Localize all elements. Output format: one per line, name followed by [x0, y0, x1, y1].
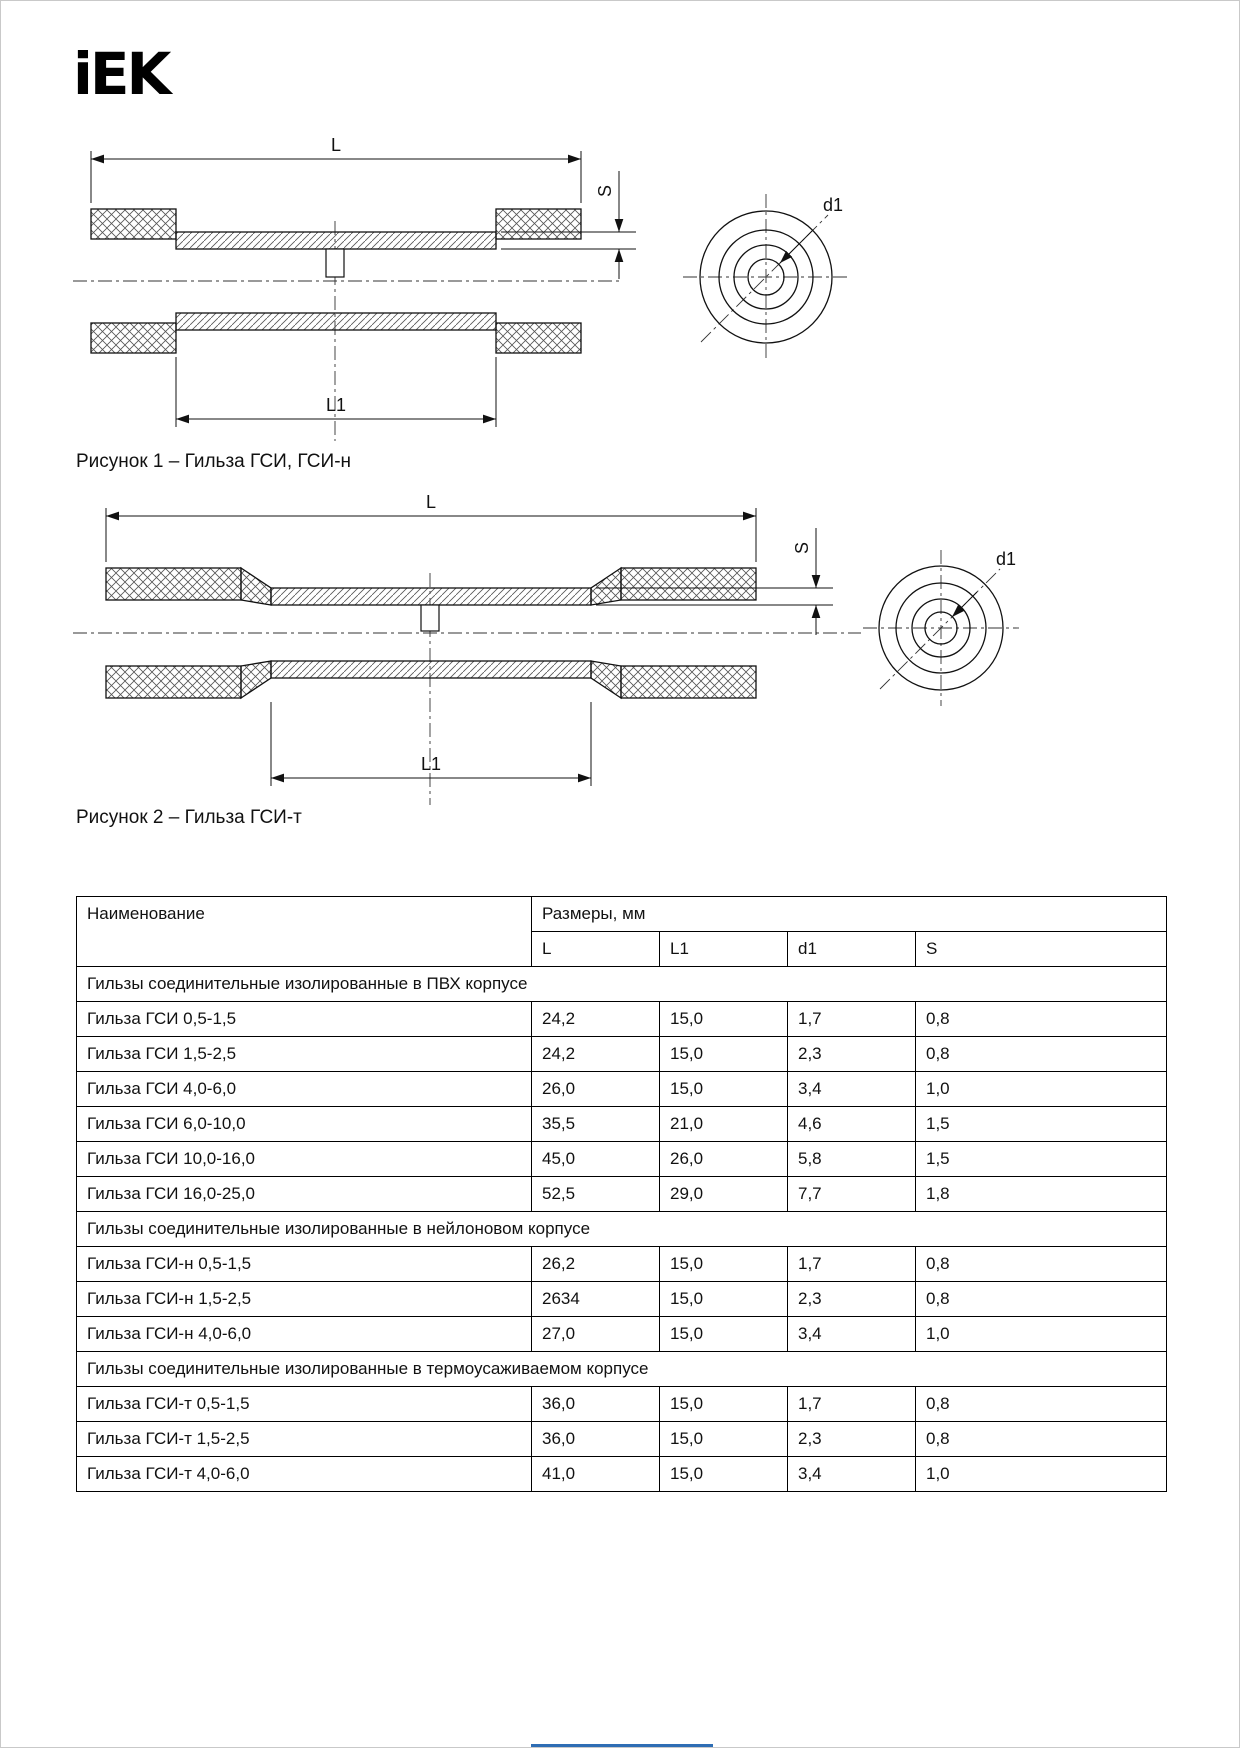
- cell-value: 26,0: [660, 1142, 788, 1177]
- cell-value: 24,2: [532, 1037, 660, 1072]
- cell-value: 36,0: [532, 1422, 660, 1457]
- cell-value: 0,8: [916, 1002, 1167, 1037]
- table-row: [77, 1422, 1167, 1457]
- table-row: [77, 1142, 1167, 1177]
- cell-value: 3,4: [788, 1457, 916, 1492]
- cell-value: 41,0: [532, 1457, 660, 1492]
- cell-value: 0,8: [916, 1037, 1167, 1072]
- fig1-dim-label-L: L: [330, 135, 342, 155]
- cell-value: 0,8: [916, 1387, 1167, 1422]
- cell-value: 2,3: [788, 1037, 916, 1072]
- cell-value: 7,7: [788, 1177, 916, 1212]
- cell-name: Гильза ГСИ 10,0-16,0: [77, 1142, 532, 1177]
- fig2-dim-label-L: L: [425, 492, 437, 512]
- table-row: [77, 1177, 1167, 1212]
- col-header-L: L: [532, 932, 660, 967]
- cell-value: 0,8: [916, 1422, 1167, 1457]
- table-row: [77, 1282, 1167, 1317]
- table-row: [77, 1107, 1167, 1142]
- cell-value: 15,0: [660, 1317, 788, 1352]
- cell-name: Гильза ГСИ-т 4,0-6,0: [77, 1457, 532, 1492]
- fig2-dim-label-L1: L1: [420, 754, 442, 774]
- table-row: [77, 1002, 1167, 1037]
- cell-value: 1,7: [788, 1002, 916, 1037]
- footer-accent-bar: [531, 1744, 713, 1748]
- cell-value: 15,0: [660, 1002, 788, 1037]
- cell-value: 0,8: [916, 1282, 1167, 1317]
- cell-value: 15,0: [660, 1422, 788, 1457]
- cell-value: 26,2: [532, 1247, 660, 1282]
- cell-value: 1,7: [788, 1387, 916, 1422]
- col-header-L1: L1: [660, 932, 788, 967]
- cell-value: 35,5: [532, 1107, 660, 1142]
- cell-value: 3,4: [788, 1317, 916, 1352]
- table-body: [77, 967, 1167, 1492]
- section-title: Гильзы соединительные изолированные в нейлоновом корпусе: [77, 1212, 1167, 1247]
- fig2-side-view: [73, 492, 861, 805]
- cell-value: 36,0: [532, 1387, 660, 1422]
- cell-name: Гильза ГСИ-н 1,5-2,5: [77, 1282, 532, 1317]
- cell-value: 29,0: [660, 1177, 788, 1212]
- table-row: [77, 1072, 1167, 1107]
- cell-value: 15,0: [660, 1457, 788, 1492]
- fig1-dim-label-d1: d1: [823, 195, 844, 215]
- cell-value: 5,8: [788, 1142, 916, 1177]
- cell-value: 1,5: [916, 1142, 1167, 1177]
- cell-name: Гильза ГСИ-н 4,0-6,0: [77, 1317, 532, 1352]
- section-row: [77, 967, 1167, 1002]
- cell-name: Гильза ГСИ-н 0,5-1,5: [77, 1247, 532, 1282]
- table-row: [77, 1387, 1167, 1422]
- figure1-caption: Рисунок 1 – Гильза ГСИ, ГСИ-н: [76, 451, 352, 472]
- cell-value: 26,0: [532, 1072, 660, 1107]
- fig1-end-view: [683, 194, 849, 360]
- fig1-side-view: [73, 135, 636, 441]
- cell-value: 1,0: [916, 1072, 1167, 1107]
- table-row: [77, 1247, 1167, 1282]
- section-row: [77, 1212, 1167, 1247]
- fig2-dim-label-d1: d1: [996, 549, 1017, 569]
- cell-name: Гильза ГСИ-т 1,5-2,5: [77, 1422, 532, 1457]
- figure2-caption: Рисунок 2 – Гильза ГСИ-т: [76, 807, 302, 828]
- fig2-dim-label-S: S: [792, 541, 812, 555]
- figure1-drawing: [71, 129, 1131, 459]
- cell-value: 1,0: [916, 1457, 1167, 1492]
- cell-value: 15,0: [660, 1072, 788, 1107]
- cell-value: 15,0: [660, 1247, 788, 1282]
- cell-value: 1,8: [916, 1177, 1167, 1212]
- table-row: [77, 1457, 1167, 1492]
- cell-value: 24,2: [532, 1002, 660, 1037]
- table-row: [77, 1317, 1167, 1352]
- cell-value: 45,0: [532, 1142, 660, 1177]
- figure2-drawing: [71, 483, 1131, 823]
- cell-value: 52,5: [532, 1177, 660, 1212]
- fig1-dim-label-S: S: [595, 184, 615, 198]
- col-header-d1: d1: [788, 932, 916, 967]
- cell-value: 21,0: [660, 1107, 788, 1142]
- cell-name: Гильза ГСИ 1,5-2,5: [77, 1037, 532, 1072]
- col-header-S: S: [916, 932, 1167, 967]
- cell-value: 15,0: [660, 1387, 788, 1422]
- cell-value: 3,4: [788, 1072, 916, 1107]
- table-row: [77, 1037, 1167, 1072]
- cell-value: 4,6: [788, 1107, 916, 1142]
- table-header-row: [77, 897, 1167, 932]
- section-title: Гильзы соединительные изолированные в ПВХ корпусе: [77, 967, 1167, 1002]
- cell-value: 1,5: [916, 1107, 1167, 1142]
- iek-logo: iEK: [73, 40, 169, 108]
- cell-value: 1,0: [916, 1317, 1167, 1352]
- cell-value: 2634: [532, 1282, 660, 1317]
- col-header-name: Наименование: [77, 897, 532, 967]
- cell-name: Гильза ГСИ 0,5-1,5: [77, 1002, 532, 1037]
- cell-name: Гильза ГСИ 6,0-10,0: [77, 1107, 532, 1142]
- cell-name: Гильза ГСИ-т 0,5-1,5: [77, 1387, 532, 1422]
- dimensions-table: [76, 896, 1167, 1492]
- cell-name: Гильза ГСИ 16,0-25,0: [77, 1177, 532, 1212]
- fig1-dim-label-L1: L1: [325, 395, 347, 415]
- cell-value: 2,3: [788, 1422, 916, 1457]
- cell-value: 15,0: [660, 1037, 788, 1072]
- cell-value: 2,3: [788, 1282, 916, 1317]
- cell-value: 15,0: [660, 1282, 788, 1317]
- cell-name: Гильза ГСИ 4,0-6,0: [77, 1072, 532, 1107]
- fig2-end-view: [863, 549, 1019, 706]
- cell-value: 1,7: [788, 1247, 916, 1282]
- cell-value: 27,0: [532, 1317, 660, 1352]
- cell-value: 0,8: [916, 1247, 1167, 1282]
- col-header-sizes: Размеры, мм: [532, 897, 1167, 932]
- section-row: [77, 1352, 1167, 1387]
- section-title: Гильзы соединительные изолированные в термоусаживаемом корпусе: [77, 1352, 1167, 1387]
